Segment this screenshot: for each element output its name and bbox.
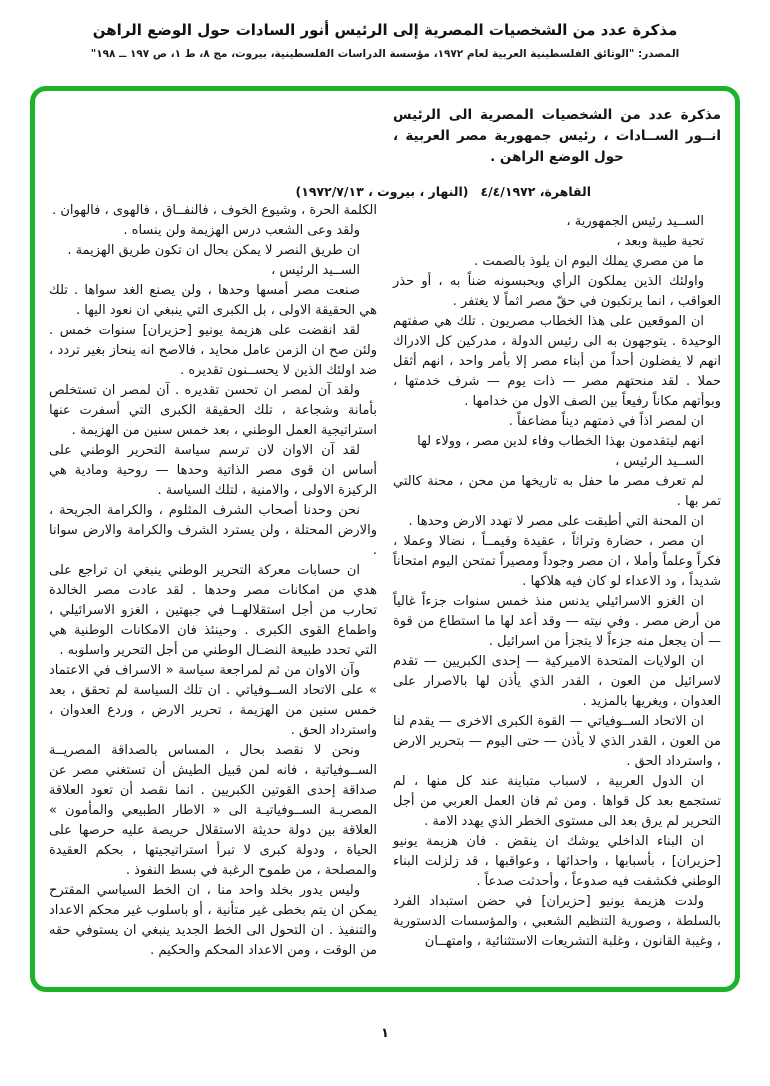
paragraph: الكلمة الحرة ، وشيوع الخوف ، فالنفــاق ، فالهوى ، فالهوان . [52,203,377,218]
paragraph: ان الغزو الاسرائيلي يدنس منذ خمس سنوات جزءاً غالياً من أرض مصر . وفي نيته — وقد أعد لها ما استطاع من قوة — أن يجعل منه جزءاً لا يتجزأ من اسرائيل . [393,594,721,649]
paragraph: ما من مصري يملك اليوم ان يلوذ بالصمت . [474,254,704,269]
source-citation: المصدر: "الوثائق الفلسطينية العربية لعام ١٩٧٢، مؤسسة الدراسات الفلسطينية، بيروت، مج ٨، ط ١، ص ١٩٧ ــ ١٩٨" [90,48,680,60]
paragraph: ونحن لا نقصد بحال ، المساس بالصداقة المصريــة الســوفياتية ، فانه لمن قبيل الطيش أن تستغني مصر عن صداقة إحدى القوتين الكبريين . انما نقصد أن تعود العلاقة المصريـة الســوفياتيـة الى « الاطار الطبيعي والمأمون » العلاقة بين دولة حديثة الاستقلال حريصة عليه حرصها على الحياة ، ودولة كبرى لا تبرأ استراتيجيتها ، بحكم العقيدة والمصلحة ، من طموح الرغبة في بسط النفوذ . [49,743,377,878]
column-left [49,105,377,961]
paragraph: تحية طيبة وبعد ، [616,234,704,249]
paragraph: ان لمصر اذاً في ذمتهم ديناً مضاعفاً . [508,414,704,429]
paragraph: ان الولايات المتحدة الاميركية — إحدى الكبريين — تقدم لاسرائيل من العون ، القدر الذي يأذن لها بالاصرار على العدوان ، ويغريها بالمزيد . [393,654,721,709]
page-header [0,0,770,60]
paragraph: ان حسابات معركة التحرير الوطني ينبغي ان تراجع على هدي من امكانات مصر وحدها . لقد عادت مصر الخالدة تحارب من أجل استقلالهــا في جبهتين ، الغزو الاسرائيلي ، واطماع القوى الكبرى . وحينئذ فان الامكانات الوطنية هي التي تحدد طبيعة النضـال الوطني من أجل التحرير واسلوبه . [49,563,377,658]
memo-body-left [49,201,377,961]
paragraph: لقد آن الاوان لان ترسم سياسة التحرير الوطني على أساس ان قوى مصر الذاتية وحدها — روحية ومادية هي الركيزة الاولى ، والامنية ، لتلك السياسة . [49,443,377,498]
paragraph: انهم ليتقدمون بهذا الخطاب وفاء لدين مصر ، وولاء لها [417,434,704,449]
paragraph: ان طريق النصر لا يمكن بحال ان تكون طريق الهزيمة . [67,243,360,258]
paragraph: ولقد آن لمصر ان تحسن تقديره . آن لمصر ان تستخلص بأمانة وشجاعة ، تلك الحقيقة الكبرى التي أسفرت عنها استراتيجية العمل الوطني ، بعد خمس سنين من الهزيمة . [49,383,377,438]
paragraph: صنعت مصر أمسها وحدها ، ولن يصنع الغد سواها . تلك هي الحقيقة الاولى ، بل الكبرى التي ينبغي ان نعود اليها . [49,283,377,318]
paragraph: ولدت هزيمة يونيو [حزيران] في حضن استبداد الفرد بالسلطة ، وصورية التنظيم الشعبي ، والمؤسسات الدستورية ، وغيبة القانون ، وغلبة التشريعات الاستثنائية ، وامتهــان [393,894,721,949]
paragraph: وآن الاوان من ثم لمراجعة سياسة « الاسراف في الاعتماد » على الاتحاد الســوفياتي . ان تلك السياسة لم تحقق ، بعد خمس سنين من الهزيمة ، تحرير الارض ، وردع العدوان ، واسترداد الحق . [49,663,377,738]
paragraph: ان الموقعين على هذا الخطاب مصريون . تلك هي صفتهم الوحيدة . يتوجهون به الى رئيس الدولة ، مدركين كل الادراك انهم لا يفضلون أحداً من أبناء مصر إلا بأمر واحد ، انهم أثقل حملا . لقد منحتهم مصر — ذات يوم — شرف خدمتها ، وبوأتهم مكاناً رفيعاً بين الصف الاول من خدامها . [393,314,721,409]
paragraph: ان مصر ، حضارة وتراثاً ، عقيدة وقيمــاً ، نضالا وعملا ، فكراً وعلماً وأملا ، ان مصر وجوداً ومصيراً تمتحن اليوم امتحاناً شديداً ، ود الاعداء لو كان فيه هلاكها . [393,534,721,589]
memo-title: مذكرة عدد من الشخصيات المصرية الى الرئيس انــور الســادات ، رئيس جمهورية مصر العربية ، حول الوضع الراهن . [393,107,721,165]
paragraph: لم تعرف مصر ما حفل به تاريخها من محن ، محنة كالتي تمر بها . [393,474,721,509]
paragraph: ان الدول العربية ، لاسباب متباينة عند كل منها ، لم تستجمع بعد كل قواها . ومن ثم فان العمل العربي من أجل التحرير لم يرق بعد الى مستوى الخطر الذي يهدد الامة . [393,774,721,829]
two-column-text [49,105,721,961]
paragraph: الســيد الرئيس ، [615,454,704,469]
paragraph: وليس يدور بخلد واحد منا ، ان الخط السياسي المقترح يمكن ان يتم بخطى غير متأنية ، أو باسلوب غير محكم الاعداد والتنفيذ . ان التحول الى الخط الجديد ينبغي ان يستوفي حقه من الوقت ، ومن الاعداد المحكم والحكيم . [49,883,377,958]
paragraph: ولقد وعى الشعب درس الهزيمة ولن ينساه . [123,223,360,238]
memo-body-right [393,212,721,952]
dateline-source-ref: (النهار ، بيروت ، ١٩٧٢/٧/١٣) [295,184,469,199]
dateline-place-date: القاهرة، ٤/٤/١٩٧٢ [480,184,591,199]
paragraph: ان الاتحاد الســوفياتي — القوة الكبرى الاخرى — يقدم لنا من العون ، القدر الذي لا يأذن — حتى اليوم — بتحرير الارض ، واسترداد الحق . [393,714,721,769]
paragraph: ان البناء الداخلي يوشك ان ينقض . فان هزيمة يونيو [حزيران] ، بأسبابها ، واحداثها ، وعواقبها ، قد زلزلت البناء الوطني فكشفت فيه صدوعاً ، وأحدثت صدعاً . [393,834,721,889]
paragraph: الســيد رئيس الجمهورية ، [566,214,704,229]
document-frame [30,86,740,992]
paragraph: لقد انقضت على هزيمة يونيو [حزيران] سنوات خمس . ولئن صح ان الزمن عامل محايد ، فالاصح انه ينحاز بغير تردد ، ضد اولئك الذين لا يحســنون تقديره . [49,323,377,378]
page-number: ١ [381,1026,389,1041]
column-right [295,105,721,961]
paragraph: الســيد الرئيس ، [271,263,360,278]
paragraph: ان المحنة التي أطبقت على مصر لا تهدد الارض وحدها . [408,514,704,529]
paragraph: واولئك الذين يملكون الرأي ويحبسونه ضناً به ، أو حذر العواقب ، انما يرتكبون في حقّ مصر اثماً لا يغتفر . [393,274,721,309]
paragraph: نحن وحدنا أصحاب الشرف المثلوم ، والكرامة الجريحة ، والارض المحتلة ، ولن يسترد الشرف والكرامة والارض سوانا . [49,503,377,558]
page-title: مذكرة عدد من الشخصيات المصرية إلى الرئيس أنور السادات حول الوضع الراهن [92,21,678,39]
